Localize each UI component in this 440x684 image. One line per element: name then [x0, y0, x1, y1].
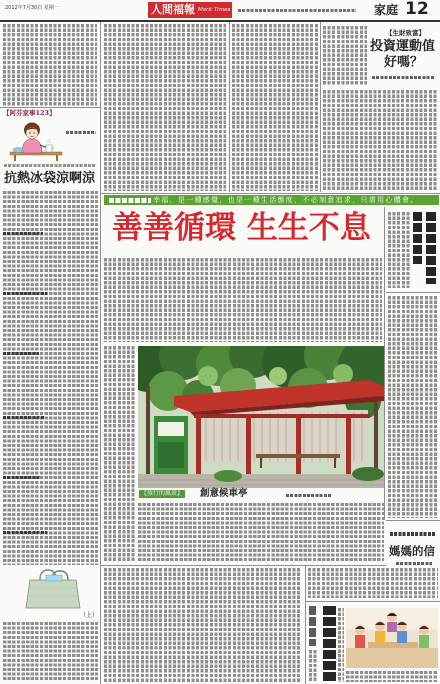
activity-body-vertical	[338, 608, 344, 682]
issue-date: 2012年7月30日 星期一	[5, 5, 59, 11]
travel-headline: 創意候車亭	[200, 488, 248, 499]
children-reading-photo	[346, 608, 438, 668]
travel-byline	[286, 494, 332, 497]
finance-column-label: 【生財致富】	[386, 29, 425, 37]
housework-byline	[66, 131, 96, 134]
travel-column-tag: 【旅行的風景】	[141, 490, 184, 497]
finance-body	[323, 90, 437, 191]
lower-row-rule	[100, 565, 386, 566]
column-rule	[305, 565, 306, 684]
banner-text: 幸福，是一種感覺，也是一種生活態度，不必刻意追求，只需用心體會。	[153, 195, 419, 204]
housework-subhead	[3, 232, 43, 235]
housework-headline: 抗熱冰袋涼啊涼	[4, 171, 96, 186]
quote-banner	[104, 195, 439, 205]
housework-body	[3, 191, 98, 565]
finance-body-upper	[323, 26, 367, 86]
housework-subhead	[3, 292, 47, 295]
lower-article-body	[104, 568, 302, 682]
housework-top-rule	[0, 107, 100, 108]
adult	[387, 612, 397, 632]
woman-figure	[22, 123, 46, 154]
article-body-top-center	[232, 24, 318, 191]
newspaper-logo	[148, 2, 232, 18]
bottom-right-rule	[305, 601, 440, 602]
side-rule	[386, 292, 440, 293]
feature-body	[104, 258, 382, 342]
table	[10, 152, 62, 161]
column-rule	[320, 22, 321, 192]
housework-body-continued	[3, 622, 98, 682]
letter-column-label	[390, 532, 436, 536]
logo-english: Merit Times	[198, 7, 231, 13]
illustration-credit	[4, 164, 96, 167]
feature-side-rule	[384, 207, 385, 520]
column-rule-left	[100, 22, 101, 684]
article-body-top-left	[3, 24, 97, 106]
activity-headline	[323, 606, 336, 682]
feature-body-continued	[104, 346, 135, 562]
housework-subhead	[3, 531, 47, 534]
feature-side-headline	[413, 212, 422, 264]
housework-subhead	[3, 476, 41, 479]
bus-stop-photo	[138, 346, 384, 488]
letter-body	[308, 568, 438, 598]
page-number: 12	[405, 0, 429, 19]
feature-side-body	[388, 212, 410, 288]
housework-subhead	[3, 352, 39, 355]
right-column-body	[388, 296, 438, 518]
series-part-label: （上）	[80, 612, 99, 619]
right-column-rule	[386, 520, 440, 521]
section-name: 家庭	[374, 3, 399, 17]
finance-headline-line1: 投資運動值	[370, 39, 436, 54]
housework-subhead	[3, 416, 45, 419]
green-kiosk	[154, 416, 188, 478]
housework-illustration	[8, 119, 64, 161]
activity-body	[346, 671, 438, 682]
contact-info	[238, 9, 356, 12]
finance-headline-line2: 好嗎？	[384, 55, 424, 70]
travel-caption-bar	[138, 489, 384, 500]
activity-column-label	[309, 606, 316, 646]
travel-body	[138, 503, 384, 563]
letter-byline	[396, 562, 432, 565]
activity-byline	[309, 650, 318, 682]
cup	[46, 139, 54, 152]
ice-bag	[13, 148, 23, 153]
feature-side-headline	[426, 212, 436, 284]
bag-body	[26, 575, 80, 608]
article-body-top-middle	[104, 24, 226, 191]
masthead-rule	[0, 20, 440, 22]
cooler-bag-photo	[16, 568, 90, 610]
feature-headline: 善善循環 生生不息	[112, 210, 371, 246]
logo-chinese: 人間福報	[151, 3, 195, 16]
banner-column-label	[109, 198, 151, 203]
letter-headline: 媽媽的信	[389, 544, 435, 558]
finance-byline	[372, 76, 434, 79]
top-row-rule	[100, 193, 440, 194]
housework-column-label: 【阿芬家事123】	[3, 109, 56, 117]
column-rule	[229, 22, 230, 192]
